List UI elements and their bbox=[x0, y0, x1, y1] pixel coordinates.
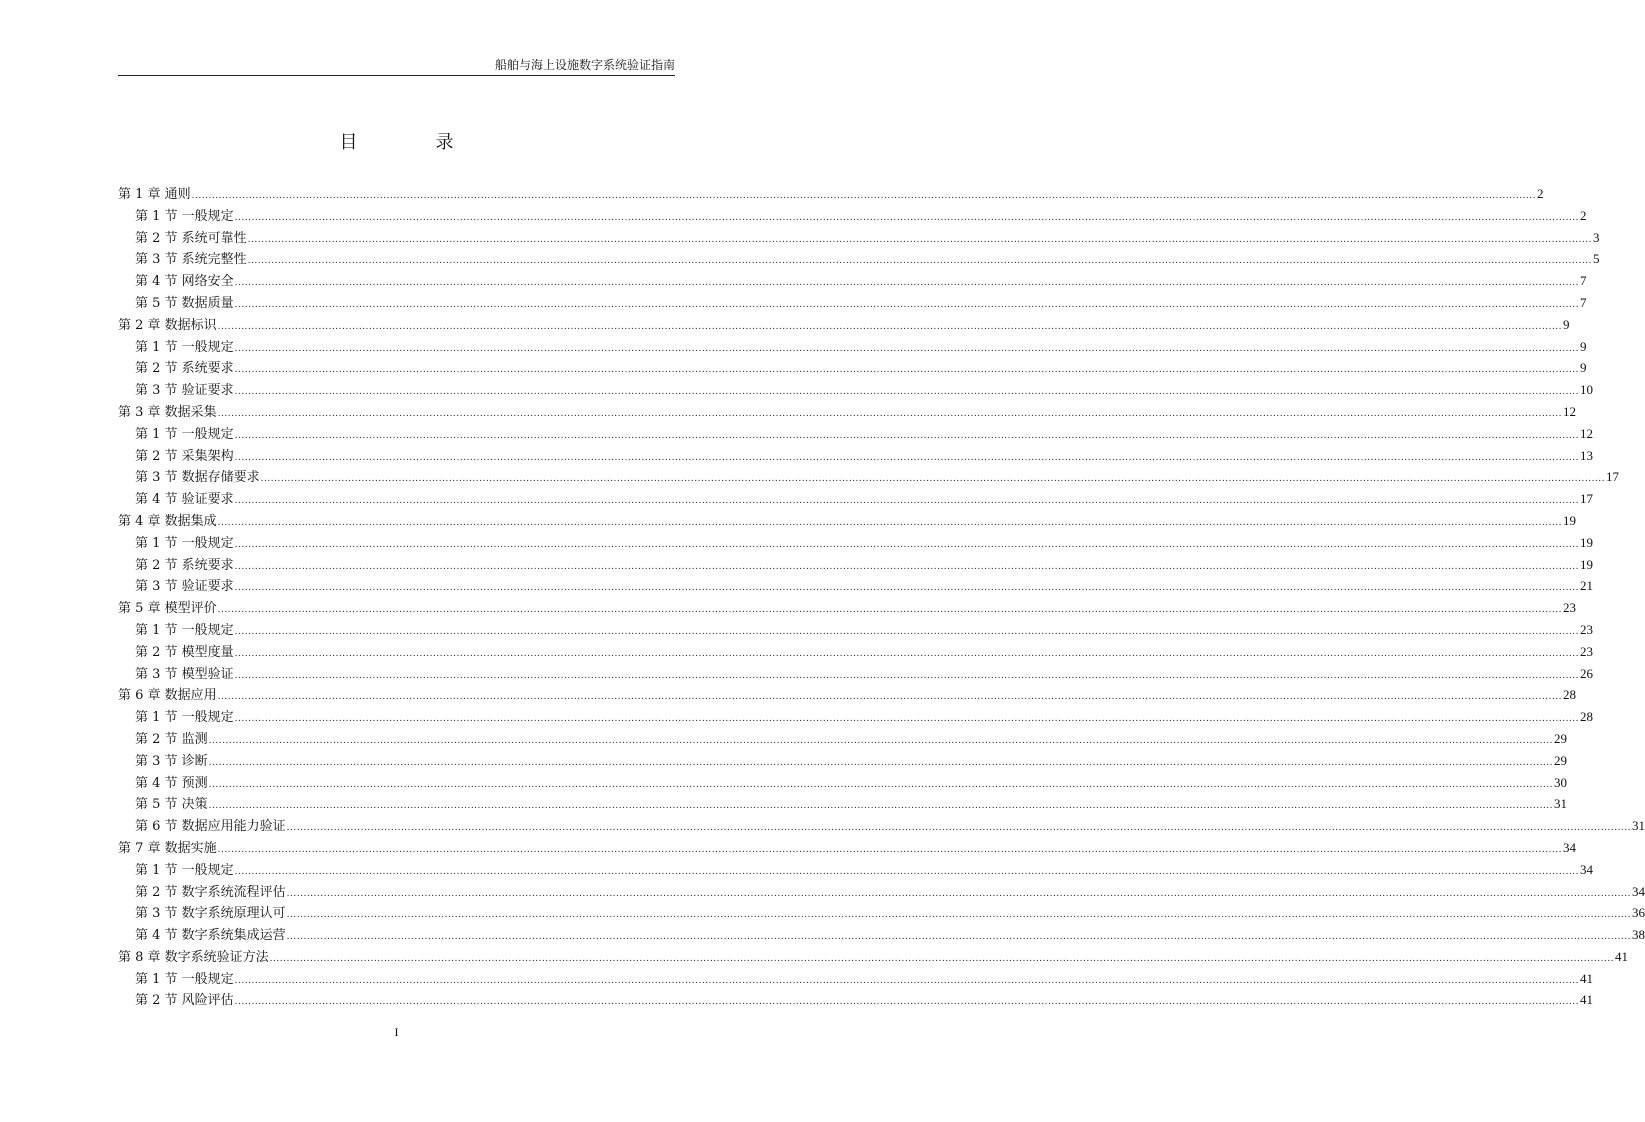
dot-leader: ................................................................................................................................................................................................................................................................................................................................................................................................................ bbox=[234, 561, 1580, 572]
dot-leader: ................................................................................................................................................................................................................................................................................................................................................................................................................ bbox=[234, 626, 1580, 637]
dot-leader: ................................................................................................................................................................................................................................................................................................................................................................................................................ bbox=[234, 714, 1580, 725]
toc-entry-page: 5 bbox=[1593, 251, 1600, 267]
dot-leader: ................................................................................................................................................................................................................................................................................................................................................................................................................ bbox=[217, 605, 1563, 616]
toc-section-entry[interactable] bbox=[118, 968, 1594, 990]
toc-entry-label: 第 6 节 数据应用能力验证 bbox=[135, 819, 286, 835]
dot-leader: ................................................................................................................................................................................................................................................................................................................................................................................................................ bbox=[208, 801, 1554, 812]
toc-section-entry[interactable] bbox=[118, 793, 1568, 815]
toc-section-entry[interactable] bbox=[118, 641, 1594, 663]
dot-leader: ................................................................................................................................................................................................................................................................................................................................................................................................................ bbox=[234, 387, 1580, 398]
toc-entry-page: 12 bbox=[1580, 425, 1594, 441]
dot-leader: ................................................................................................................................................................................................................................................................................................................................................................................................................ bbox=[208, 757, 1554, 768]
toc-entry-label: 第 4 节 数字系统集成运营 bbox=[135, 928, 286, 944]
toc-entry-page: 2 bbox=[1580, 207, 1587, 223]
toc-section-entry[interactable] bbox=[118, 488, 1594, 510]
toc-chapter-entry[interactable] bbox=[118, 946, 1629, 968]
toc-entry-label: 第 3 章 数据采集 bbox=[118, 404, 217, 420]
toc-entry-page: 12 bbox=[1563, 403, 1577, 419]
dot-leader: ................................................................................................................................................................................................................................................................................................................................................................................................................ bbox=[217, 844, 1563, 855]
table-of-contents bbox=[118, 183, 1645, 1011]
toc-section-entry[interactable] bbox=[118, 575, 1594, 597]
toc-entry-page: 19 bbox=[1563, 512, 1577, 528]
toc-entry-page: 17 bbox=[1606, 469, 1620, 485]
running-header: 船舶与海上设施数字系统验证指南 bbox=[494, 58, 675, 72]
toc-entry-label: 第 2 节 采集架构 bbox=[135, 448, 234, 464]
dot-leader: ................................................................................................................................................................................................................................................................................................................................................................................................................ bbox=[286, 910, 1632, 921]
toc-entry-page: 2 bbox=[1537, 186, 1544, 201]
dot-leader: ................................................................................................................................................................................................................................................................................................................................................................................................................ bbox=[208, 735, 1554, 746]
toc-entry-label: 第 2 节 系统要求 bbox=[135, 361, 234, 377]
toc-entry-label: 第 3 节 数据存储要求 bbox=[135, 470, 260, 486]
toc-entry-page: 41 bbox=[1615, 948, 1629, 964]
toc-entry-page: 19 bbox=[1580, 534, 1594, 550]
dot-leader: ................................................................................................................................................................................................................................................................................................................................................................................................................ bbox=[234, 365, 1580, 376]
toc-chapter-entry[interactable] bbox=[118, 401, 1577, 423]
toc-section-entry[interactable] bbox=[118, 336, 1587, 358]
dot-leader: ................................................................................................................................................................................................................................................................................................................................................................................................................ bbox=[217, 692, 1563, 703]
toc-section-entry[interactable] bbox=[118, 357, 1587, 379]
toc-entry-page: 13 bbox=[1580, 447, 1594, 463]
dot-leader: ................................................................................................................................................................................................................................................................................................................................................................................................................ bbox=[260, 474, 1606, 485]
toc-entry-page: 9 bbox=[1580, 360, 1587, 376]
toc-entry-label: 第 5 节 数据质量 bbox=[135, 295, 234, 311]
toc-entry-label: 第 8 章 数字系统验证方法 bbox=[118, 949, 269, 965]
toc-entry-label: 第 4 节 网络安全 bbox=[135, 274, 234, 290]
dot-leader: ................................................................................................................................................................................................................................................................................................................................................................................................................ bbox=[234, 975, 1580, 986]
toc-chapter-entry[interactable] bbox=[118, 837, 1577, 859]
toc-entry-label: 第 5 章 模型评价 bbox=[118, 601, 217, 617]
toc-entry-page: 38 bbox=[1632, 927, 1645, 943]
dot-leader: ................................................................................................................................................................................................................................................................................................................................................................................................................ bbox=[286, 932, 1632, 943]
toc-entry-page: 29 bbox=[1554, 730, 1568, 746]
toc-section-entry[interactable] bbox=[118, 423, 1594, 445]
dot-leader: ................................................................................................................................................................................................................................................................................................................................................................................................................ bbox=[217, 408, 1563, 419]
toc-entry-label: 第 1 节 一般规定 bbox=[135, 339, 234, 355]
dot-leader: ................................................................................................................................................................................................................................................................................................................................................................................................................ bbox=[269, 953, 1615, 964]
toc-section-entry[interactable] bbox=[118, 445, 1594, 467]
toc-section-entry[interactable] bbox=[118, 772, 1568, 794]
page-number: I bbox=[394, 1025, 399, 1039]
toc-section-entry[interactable] bbox=[118, 750, 1568, 772]
toc-entry-page: 26 bbox=[1580, 665, 1594, 681]
toc-section-entry[interactable] bbox=[118, 619, 1594, 641]
toc-entry-label: 第 1 节 一般规定 bbox=[135, 622, 234, 638]
toc-section-entry[interactable] bbox=[118, 270, 1587, 292]
toc-entry-page: 28 bbox=[1580, 709, 1594, 725]
toc-entry-label: 第 1 节 一般规定 bbox=[135, 426, 234, 442]
toc-chapter-entry[interactable] bbox=[118, 684, 1577, 706]
toc-entry-label: 第 2 章 数据标识 bbox=[118, 317, 217, 333]
toc-entry-page: 3 bbox=[1593, 229, 1600, 245]
toc-section-entry[interactable] bbox=[118, 989, 1594, 1011]
toc-chapter-entry[interactable] bbox=[118, 510, 1577, 532]
dot-leader: ................................................................................................................................................................................................................................................................................................................................................................................................................ bbox=[286, 888, 1632, 899]
dot-leader: ................................................................................................................................................................................................................................................................................................................................................................................................................ bbox=[217, 321, 1563, 332]
toc-entry-label: 第 1 节 一般规定 bbox=[135, 971, 234, 987]
toc-entry-label: 第 5 节 决策 bbox=[135, 797, 208, 813]
toc-entry-label: 第 4 节 预测 bbox=[135, 775, 208, 791]
toc-entry-label: 第 3 节 系统完整性 bbox=[135, 252, 247, 268]
toc-entry-label: 第 3 节 数字系统原理认可 bbox=[135, 906, 286, 922]
toc-section-entry[interactable] bbox=[118, 248, 1600, 270]
toc-entry-label: 第 3 节 模型验证 bbox=[135, 666, 234, 682]
toc-entry-page: 19 bbox=[1580, 556, 1594, 572]
toc-chapter-entry[interactable] bbox=[118, 597, 1577, 619]
toc-entry-page: 30 bbox=[1554, 774, 1568, 790]
toc-section-entry[interactable] bbox=[118, 859, 1594, 881]
dot-leader: ................................................................................................................................................................................................................................................................................................................................................................................................................ bbox=[286, 823, 1632, 834]
toc-entry-label: 第 3 节 诊断 bbox=[135, 753, 208, 769]
toc-entry-page: 41 bbox=[1580, 992, 1594, 1008]
toc-entry-page: 23 bbox=[1580, 621, 1594, 637]
toc-chapter-entry[interactable] bbox=[118, 183, 1544, 205]
toc-entry-label: 第 6 章 数据应用 bbox=[118, 688, 217, 704]
toc-section-entry[interactable] bbox=[118, 663, 1594, 685]
toc-entry-label: 第 3 节 验证要求 bbox=[135, 383, 234, 399]
toc-section-entry[interactable] bbox=[118, 924, 1645, 946]
dot-leader: ................................................................................................................................................................................................................................................................................................................................................................................................................ bbox=[234, 866, 1580, 877]
toc-entry-page: 41 bbox=[1580, 970, 1594, 986]
toc-entry-label: 第 1 节 一般规定 bbox=[135, 710, 234, 726]
toc-entry-label: 第 2 节 数字系统流程评估 bbox=[135, 884, 286, 900]
toc-entry-label: 第 7 章 数据实施 bbox=[118, 840, 217, 856]
toc-section-entry[interactable] bbox=[118, 902, 1645, 924]
toc-entry-page: 36 bbox=[1632, 905, 1645, 921]
toc-entry-label: 第 2 节 模型度量 bbox=[135, 644, 234, 660]
toc-entry-page: 28 bbox=[1563, 687, 1577, 703]
toc-entry-page: 23 bbox=[1563, 600, 1577, 616]
toc-entry-page: 9 bbox=[1563, 316, 1570, 332]
dot-leader: ................................................................................................................................................................................................................................................................................................................................................................................................................ bbox=[234, 997, 1580, 1008]
toc-section-entry[interactable] bbox=[118, 815, 1645, 837]
toc-entry-label: 第 1 节 一般规定 bbox=[135, 862, 234, 878]
toc-section-entry[interactable] bbox=[118, 292, 1587, 314]
toc-chapter-entry[interactable] bbox=[118, 314, 1570, 336]
toc-entry-label: 第 2 节 系统要求 bbox=[135, 557, 234, 573]
toc-entry-page: 23 bbox=[1580, 643, 1594, 659]
toc-entry-page: 7 bbox=[1580, 294, 1587, 310]
toc-section-entry[interactable] bbox=[118, 881, 1645, 903]
toc-entry-label: 第 2 节 监测 bbox=[135, 731, 208, 747]
dot-leader: ................................................................................................................................................................................................................................................................................................................................................................................................................ bbox=[247, 234, 1593, 245]
dot-leader: ................................................................................................................................................................................................................................................................................................................................................................................................................ bbox=[234, 343, 1580, 354]
toc-entry-page: 34 bbox=[1580, 861, 1594, 877]
dot-leader: ................................................................................................................................................................................................................................................................................................................................................................................................................ bbox=[234, 452, 1580, 463]
dot-leader: ................................................................................................................................................................................................................................................................................................................................................................................................................ bbox=[247, 256, 1593, 267]
toc-entry-label: 第 2 节 系统可靠性 bbox=[135, 230, 247, 246]
toc-section-entry[interactable] bbox=[118, 379, 1594, 401]
dot-leader: ................................................................................................................................................................................................................................................................................................................................................................................................................ bbox=[234, 278, 1580, 289]
toc-title: 目 录 bbox=[339, 132, 484, 153]
dot-leader: ................................................................................................................................................................................................................................................................................................................................................................................................................ bbox=[234, 496, 1580, 507]
toc-section-entry[interactable] bbox=[118, 227, 1600, 249]
dot-leader: ................................................................................................................................................................................................................................................................................................................................................................................................................ bbox=[234, 299, 1580, 310]
toc-entry-label: 第 4 章 数据集成 bbox=[118, 513, 217, 529]
toc-section-entry[interactable] bbox=[118, 554, 1594, 576]
toc-section-entry[interactable] bbox=[118, 728, 1568, 750]
dot-leader: ................................................................................................................................................................................................................................................................................................................................................................................................................ bbox=[191, 191, 1537, 201]
toc-entry-page: 29 bbox=[1554, 752, 1568, 768]
toc-entry-page: 31 bbox=[1554, 796, 1568, 812]
dot-leader: ................................................................................................................................................................................................................................................................................................................................................................................................................ bbox=[234, 212, 1580, 223]
dot-leader: ................................................................................................................................................................................................................................................................................................................................................................................................................ bbox=[234, 670, 1580, 681]
toc-section-entry[interactable] bbox=[118, 706, 1594, 728]
dot-leader: ................................................................................................................................................................................................................................................................................................................................................................................................................ bbox=[234, 430, 1580, 441]
toc-entry-label: 第 1 节 一般规定 bbox=[135, 208, 234, 224]
toc-entry-page: 7 bbox=[1580, 273, 1587, 289]
toc-entry-label: 第 1 节 一般规定 bbox=[135, 535, 234, 551]
dot-leader: ................................................................................................................................................................................................................................................................................................................................................................................................................ bbox=[217, 517, 1563, 528]
header-rule bbox=[118, 75, 675, 76]
toc-entry-page: 17 bbox=[1580, 491, 1594, 507]
toc-entry-page: 9 bbox=[1580, 338, 1587, 354]
toc-entry-label: 第 1 章 通则 bbox=[118, 187, 191, 202]
toc-section-entry[interactable] bbox=[118, 532, 1594, 554]
toc-entry-label: 第 3 节 验证要求 bbox=[135, 579, 234, 595]
toc-entry-page: 31 bbox=[1632, 818, 1645, 834]
toc-section-entry[interactable] bbox=[118, 205, 1587, 227]
dot-leader: ................................................................................................................................................................................................................................................................................................................................................................................................................ bbox=[234, 539, 1580, 550]
dot-leader: ................................................................................................................................................................................................................................................................................................................................................................................................................ bbox=[234, 648, 1580, 659]
dot-leader: ................................................................................................................................................................................................................................................................................................................................................................................................................ bbox=[234, 583, 1580, 594]
toc-entry-page: 10 bbox=[1580, 382, 1594, 398]
toc-section-entry[interactable] bbox=[118, 466, 1620, 488]
toc-entry-label: 第 2 节 风险评估 bbox=[135, 993, 234, 1009]
dot-leader: ................................................................................................................................................................................................................................................................................................................................................................................................................ bbox=[208, 779, 1554, 790]
toc-entry-page: 21 bbox=[1580, 578, 1594, 594]
toc-entry-page: 34 bbox=[1632, 883, 1645, 899]
toc-entry-page: 34 bbox=[1563, 839, 1577, 855]
toc-entry-label: 第 4 节 验证要求 bbox=[135, 492, 234, 508]
